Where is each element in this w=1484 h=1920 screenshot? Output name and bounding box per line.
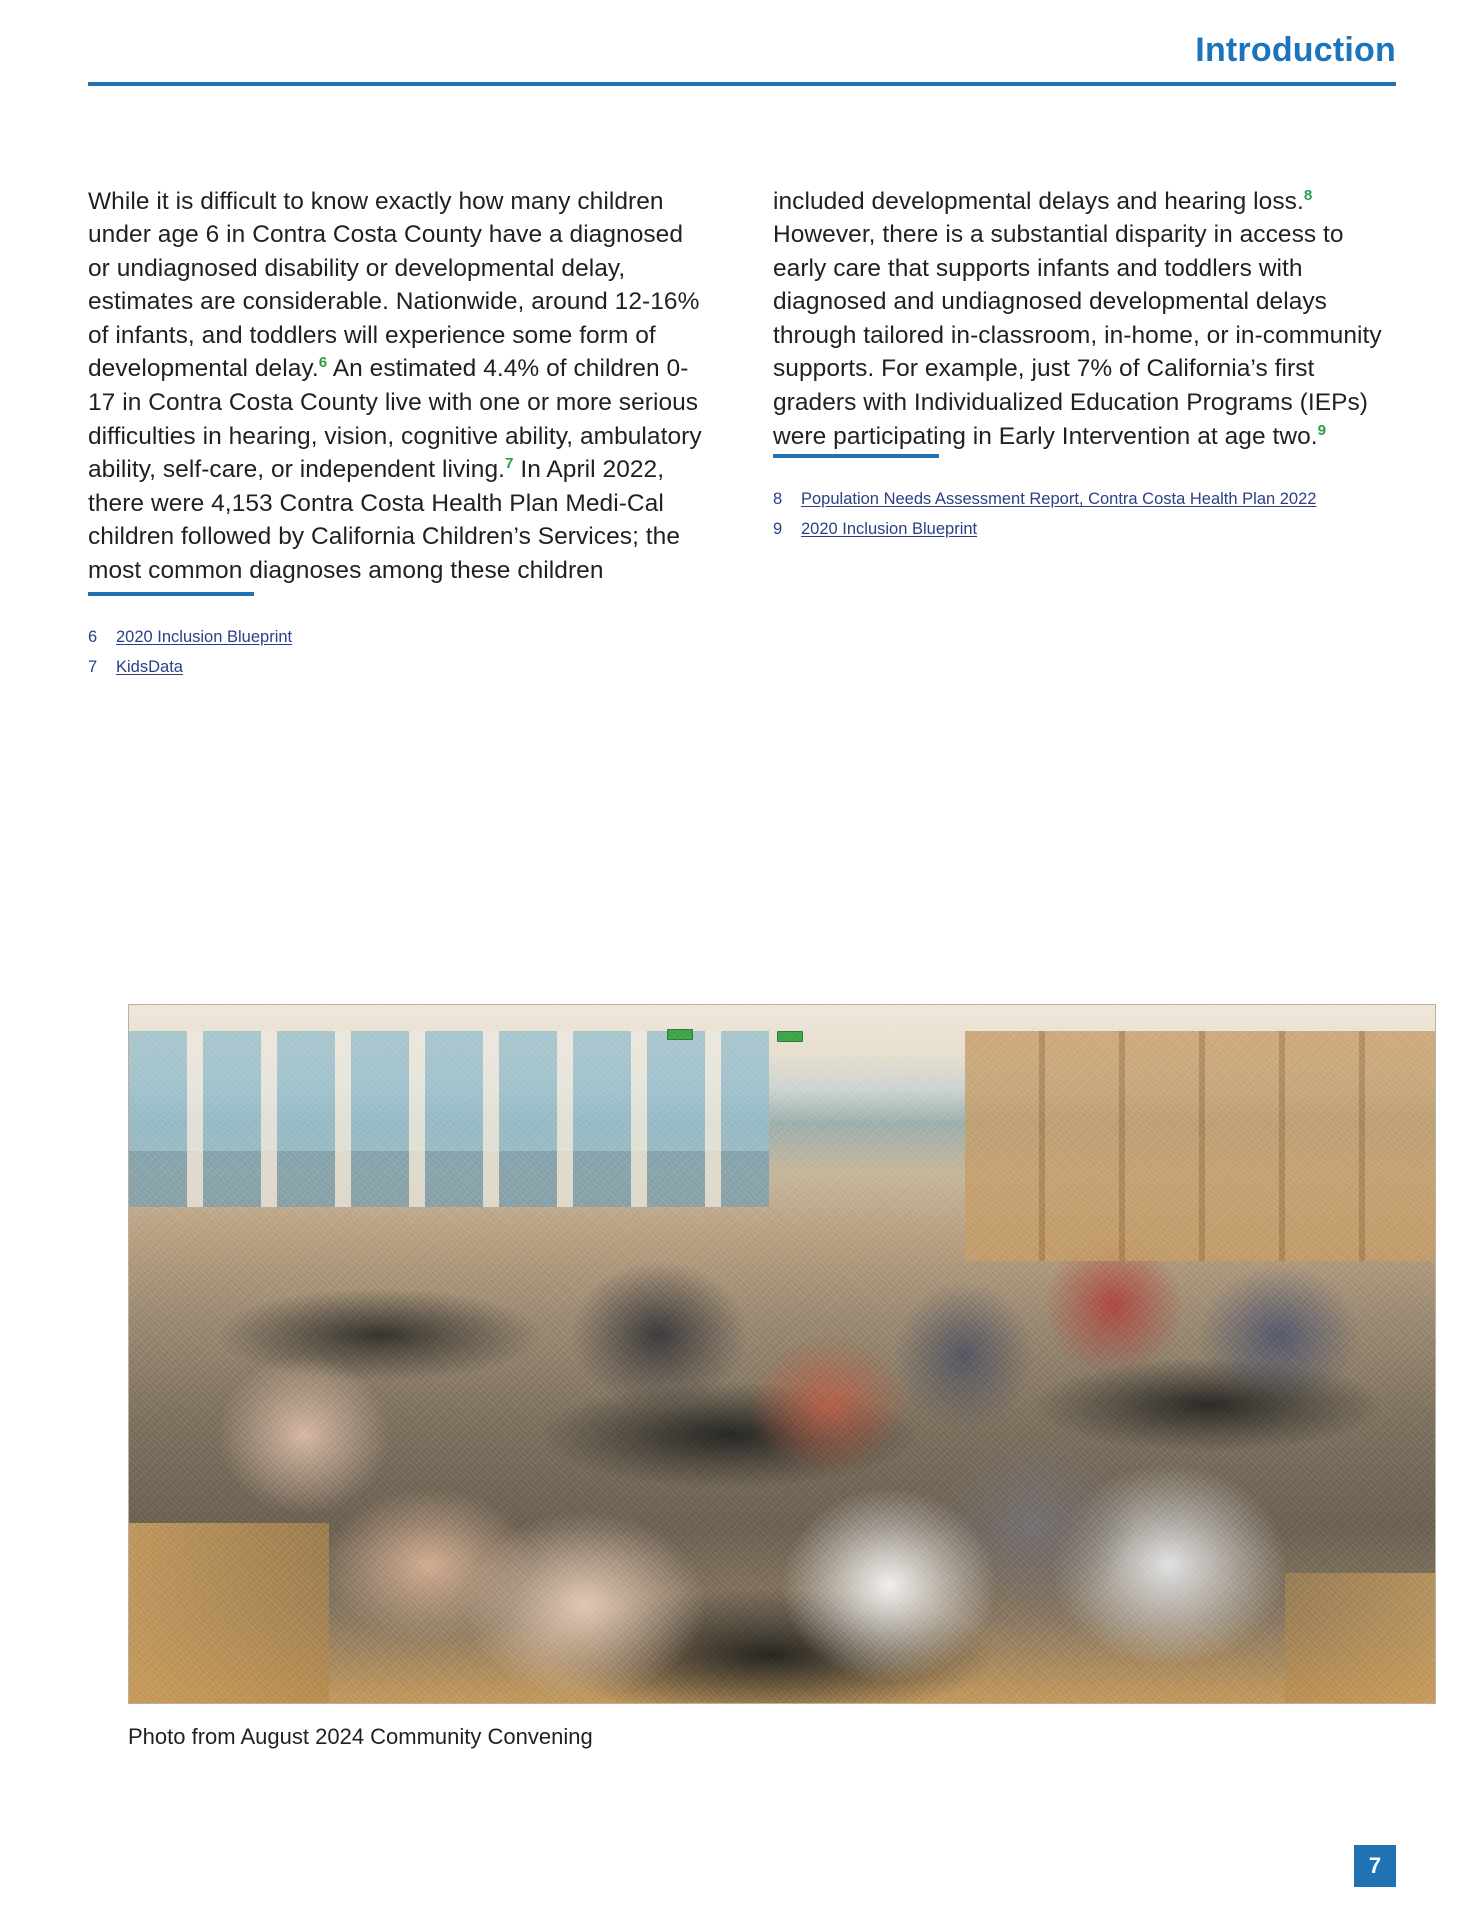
community-convening-photo (128, 1004, 1436, 1704)
left-column (88, 160, 711, 676)
footnote-link[interactable]: Population Needs Assessment Report, Contra Costa Health Plan 2022 (801, 490, 1317, 508)
footnote-divider-right (773, 454, 939, 458)
left-column-paragraph (88, 185, 711, 588)
footnote-link[interactable]: 2020 Inclusion Blueprint (801, 520, 978, 538)
footnote-number: 7 (88, 658, 98, 676)
page-header (88, 28, 1396, 88)
footnote-marker-8[interactable]: 8 (1303, 186, 1313, 204)
page-number-badge: 7 (1354, 1845, 1396, 1887)
footnote-marker-6[interactable]: 6 (318, 354, 328, 372)
photo-figure (128, 1004, 1436, 1752)
footnotes-right (773, 454, 1396, 544)
footnote-item (773, 514, 1396, 544)
footnote-number: 9 (773, 520, 783, 538)
header-divider (88, 82, 1396, 86)
left-paragraph-segment-2: An estimated 4.4% of children 0-17 in Contra Costa County live with one or more serious difficulties in hearing, vision, cognitive ability, ambulatory ability, self-care, or independent living. (88, 355, 709, 484)
footnote-marker-7[interactable]: 7 (505, 455, 514, 473)
footnote-link[interactable]: 2020 Inclusion Blueprint (116, 628, 293, 646)
right-paragraph-segment-2: However, there is a substantial disparity in access to early care that supports infants and toddlers with diagnosed and undiagnosed developmental delays through tailored in-classroom, in-home, or in-community supports. For example, just 7% of California’s first graders with Individualized Education Programs (IEPs) were participating in Early Intervention at age two. (773, 187, 1389, 450)
left-paragraph-segment-3: In April 2022, there were 4,153 Contra Costa Health Plan Medi-Cal children followed by California Children’s Services; the most common diagnoses among these children (88, 456, 687, 585)
footnotes-left (88, 592, 711, 682)
left-paragraph-segment-1: While it is difficult to know exactly how many children under age 6 in Contra Costa County have a diagnosed or undiagnosed disability or developmental delay, estimates are considerable. Nationwide, around 12-16% of infants, and toddlers will experience some form of developmental delay. (88, 187, 707, 383)
photo-texture-overlay (129, 1005, 1435, 1703)
article-columns (88, 160, 1396, 676)
right-paragraph-segment-1: included developmental delays and hearing loss. (773, 187, 1304, 215)
page-title: Introduction (1195, 31, 1396, 69)
footnote-item (773, 484, 1396, 514)
footnote-number: 8 (773, 490, 783, 508)
footnote-divider-left (88, 592, 254, 596)
footnote-item (88, 622, 711, 652)
footnote-marker-9[interactable]: 9 (1317, 421, 1327, 439)
footnote-item (88, 652, 711, 682)
right-column-paragraph (773, 185, 1396, 454)
footnote-link[interactable]: KidsData (116, 658, 183, 676)
photo-caption: Photo from August 2024 Community Convening (128, 1724, 593, 1749)
footnote-number: 6 (88, 628, 98, 646)
right-column (773, 160, 1396, 612)
